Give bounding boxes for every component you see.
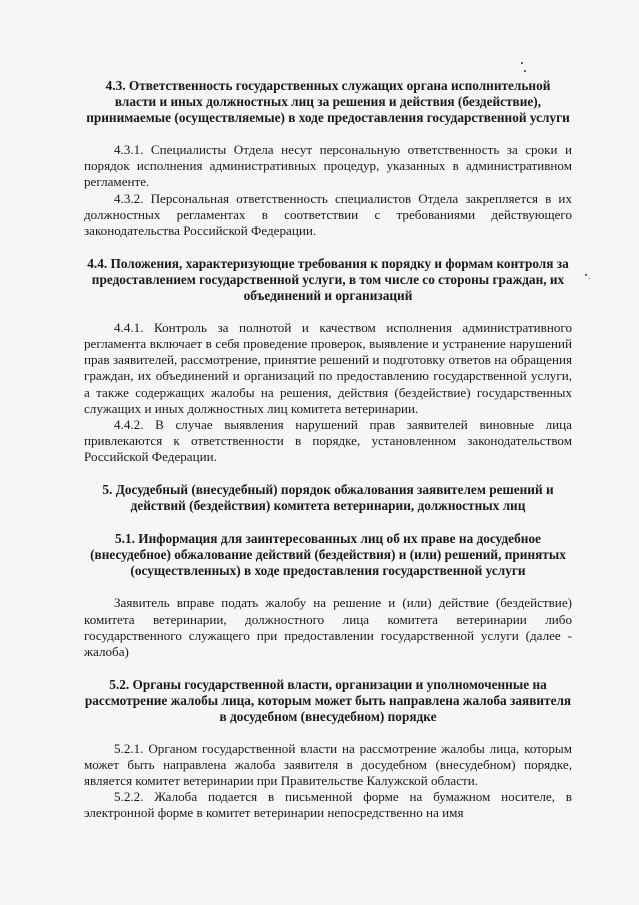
scan-speck	[524, 70, 526, 72]
section-heading: 4.4. Положения, характеризующие требования к порядку и формам контроля за предоставлением государственной услуги, в том числе со стороны граждан, их объединений и организаций	[87, 255, 569, 304]
scan-speck	[585, 274, 587, 276]
paragraph: 5.2.1. Органом государственной власти на рассмотрение жалобы лица, которым может быть направлена жалоба заявителя в досудебном (внесудебном) порядке, является комитет ветеринарии при Правительстве Калужской области.	[84, 741, 572, 789]
paragraph: 4.4.2. В случае выявления нарушений прав заявителей виновные лица привлекаются к ответственности в порядке, установленном законодательством Российской Федерации.	[84, 416, 572, 464]
scan-speck	[589, 278, 590, 279]
paragraph: 5.2.2. Жалоба подается в письменной форме на бумажном носителе, в электронной форме в комитет ветеринарии непосредственно на имя	[84, 789, 572, 821]
section-5-2	[84, 677, 572, 822]
document-body	[84, 78, 572, 822]
paragraph: Заявитель вправе подать жалобу на решение и (или) действие (бездействие) комитета ветеринарии, должностного лица комитета ветеринарии либо государственного служащего при предоставлении государственной услуги (далее - жалоба)	[84, 595, 572, 659]
section-4-4	[84, 256, 572, 465]
section-4-3	[84, 78, 572, 239]
paragraph: 4.4.1. Контроль за полнотой и качеством исполнения административного регламента включает в себя проведение проверок, выявление и устранение нарушений прав заявителей, рассмотрение, принятие решений и подготовку ответов на обращения граждан, их объединений и организаций по предоставлению государственной услуги, а также содержащих жалобы на решения, действия (бездействие) государственных служащих и иных должностных лиц комитета ветеринарии.	[84, 320, 572, 416]
section-heading: 5. Досудебный (внесудебный) порядок обжалования заявителем решений и действий (бездействия) комитета ветеринарии, должностных лиц	[102, 481, 554, 514]
section-heading: 4.3. Ответственность государственных служащих органа исполнительной власти и иных должностных лиц за решения и действия (бездействие), принимаемые (осуществляемые) в ходе предоставления государственной услуги	[86, 78, 570, 126]
scan-speck	[521, 62, 523, 64]
paragraph: 4.3.2. Персональная ответственность специалистов Отдела закрепляется в их должностных регламентах в соответствии с требованиями действующего законодательства Российской Федерации.	[84, 190, 572, 238]
section-5-1	[84, 531, 572, 660]
paragraph: 4.3.1. Специалисты Отдела несут персональную ответственность за сроки и порядок исполнения административных процедур, указанных в административном регламенте.	[84, 142, 572, 190]
section-heading: 5.2. Органы государственной власти, организации и уполномоченные на рассмотрение жалобы лица, которым может быть направлена жалоба заявителя в досудебном (внесудебном) порядке	[84, 676, 572, 724]
section-heading: 5.1. Информация для заинтересованных лиц об их праве на досудебное (внесудебное) обжалование действий (бездействия) и (или) решений, принятых (осуществленных) в ходе предоставления государственной услуги	[90, 531, 566, 579]
section-5	[84, 482, 572, 514]
